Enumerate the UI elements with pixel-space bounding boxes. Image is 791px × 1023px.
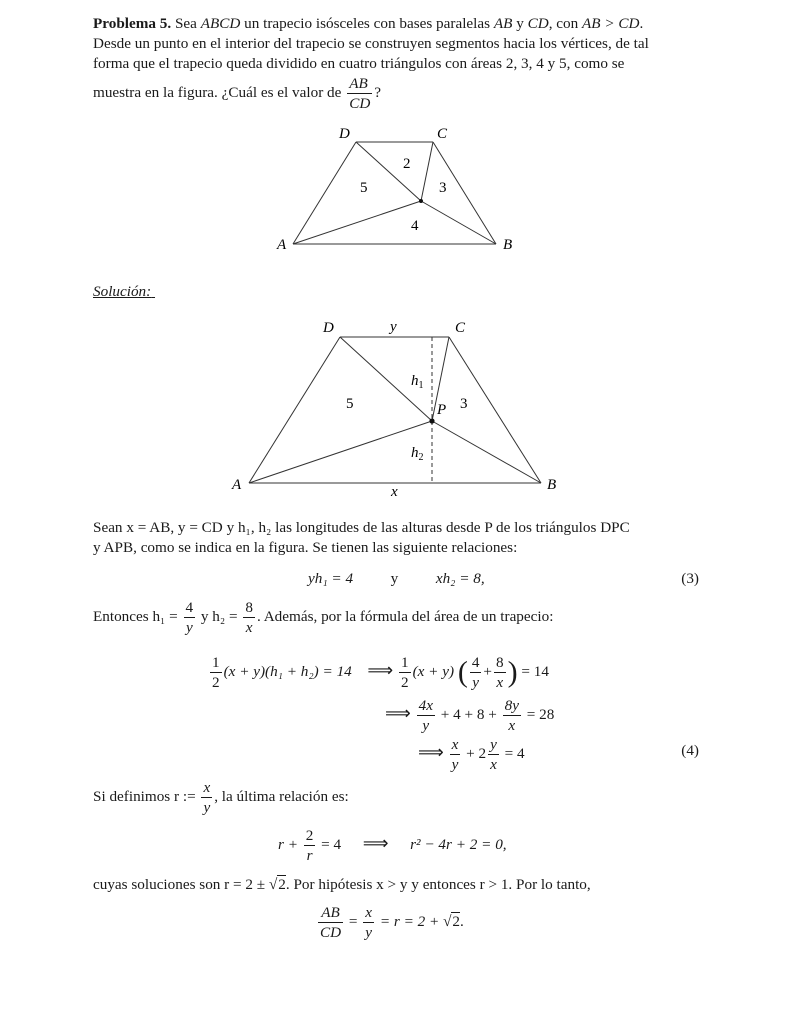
problem-line-3: forma que el trapecio queda dividido en cuatro triángulos con áreas 2, 3, 4 y 5, como se [93,55,625,72]
frac-num: 8 [494,655,506,673]
period: . [460,913,464,931]
right-paren: ) [507,655,518,689]
paragraph-heights [93,600,553,635]
equation-number-3: (3) [681,570,699,587]
math-cd: CD [527,15,549,32]
edge-ad [249,337,340,483]
h2-subscript: 2 [418,452,424,463]
paragraph-define-r [93,780,349,815]
equation-5 [278,828,507,863]
text: , la última relación es: [214,788,349,806]
frac-den: y [422,717,430,735]
text: muestra en la figura. ¿Cuál es el valor de [93,84,346,102]
label-b: B [503,237,513,253]
point-p [429,418,434,423]
sqrt-radicand: 2 [452,913,460,931]
frac-den: y [472,674,479,692]
eq4-row1-left: (x + y)(h₁ + h₂) = 14 [223,663,352,681]
h1-subscript: 1 [418,380,424,391]
frac-num: 4 [470,655,482,673]
fraction-8-over-x [494,655,506,690]
text: Sea [174,15,201,32]
area-label-top: 2 [403,156,411,172]
eq4-row1-factor: (x + y) [412,663,455,681]
problem-statement [93,14,699,111]
fraction-x-over-y [201,780,212,815]
fraction-y-over-x [488,737,499,772]
para1-line-1: Sean x = AB, y = CD y h₁, h₂ las longitudes de las alturas desde P de los triángulos DPC [93,519,630,536]
eq4-row2-mid: + 4 + 8 + [440,706,497,724]
text: Entonces h₁ = [93,608,182,626]
label-d: D [323,320,334,336]
math-inequality: AB > CD [582,15,640,32]
eq3-connector: y [390,570,399,587]
h1-letter: h [411,373,419,389]
problem-title: Problema 5. [93,15,172,32]
fraction-2-over-r [304,828,316,863]
segment-pb [432,421,541,483]
eq4-row3-mid: + 2 [466,745,487,763]
label-y: y [390,319,397,335]
fraction-4-over-y [184,600,196,635]
implies-arrow: ⟹ [385,703,411,724]
frac-den: x [508,717,516,735]
eq3-right: xh₂ = 8, [435,570,485,587]
implies-arrow: ⟹ [367,660,394,681]
solution-heading-text: Solución: [93,283,152,300]
text: . Además, por la fórmula del área de un trapecio: [256,608,554,626]
label-h1 [411,373,424,391]
frac-num: 4 [184,600,196,618]
fraction-ab-cd [347,76,372,111]
left-paren: ( [457,655,468,689]
frac-den: CD [349,95,371,113]
label-p: P [437,402,447,418]
plus: + [483,663,492,681]
eq5-left: r + [278,836,302,854]
label-x: x [391,484,398,500]
h2-letter: h [411,445,419,461]
segment-pa [249,421,432,483]
para1-line-2: y APB, como se indica en la figura. Se tienen las siguiente relaciones: [93,539,518,556]
fraction-ab-cd [318,905,343,940]
text: , con [548,15,583,32]
frac-num: x [365,904,373,921]
frac-den: x [496,674,504,692]
frac-num: AB [349,75,368,92]
label-b: B [547,477,557,493]
math-ab: AB [493,15,513,32]
segment-pb [421,201,496,244]
equation-4-row-1 [208,655,549,690]
frac-den: CD [320,924,342,942]
label-h2 [411,445,424,463]
label-c: C [455,320,466,336]
fraction-x-over-y [450,737,461,772]
segment-pc [421,142,433,201]
text: cuyas soluciones son r = 2 ± [93,876,269,893]
paragraph-definitions [93,518,699,558]
eq6-rhs: = r = 2 + [379,913,444,931]
label-a: A [232,477,242,493]
problem-line-1 [93,14,699,34]
label-d: D [339,126,350,142]
eq3-left: yh₁ = 4 [308,570,354,587]
frac-num: 1 [210,655,222,673]
equation-3 [308,570,485,588]
text: . Por hipótesis x > y y entonces r > 1. Por lo tanto, [285,876,591,893]
frac-den: y [185,619,193,637]
solution-heading [93,283,155,301]
frac-den: 2 [400,674,409,692]
figure-trapezoid-1 [270,120,520,260]
eq4-row2-result: = 28 [526,706,555,724]
frac-num: 1 [399,655,411,673]
frac-num: AB [321,904,340,921]
frac-den: 2 [212,674,220,692]
area-label-bottom: 4 [411,218,419,234]
text: y h₂ = [197,608,242,626]
fraction-4x-over-y [417,698,435,733]
fraction-half [399,655,411,690]
eq4-row1-result: = 14 [521,663,549,681]
area-label-right: 3 [460,396,468,412]
frac-num: 8 [243,600,255,618]
sqrt-radicand: 2 [278,876,286,893]
frac-num: 4x [418,697,433,714]
fraction-x-over-y [363,905,374,940]
sqrt-symbol: √ [443,913,452,931]
implies-arrow: ⟹ [362,833,389,854]
problem-line-4 [93,76,699,111]
equation-number-4: (4) [681,742,699,759]
text: y [512,15,528,32]
implies-arrow: ⟹ [418,742,444,763]
frac-num: y [490,736,497,753]
point-p [419,199,423,203]
problem-line-2: Desde un punto en el interior del trapecio se construyen segmentos hacia los vértices, de tal [93,35,649,52]
math-abcd: ABCD [200,15,241,32]
fraction-8y-over-x [503,698,521,733]
frac-den: x [245,619,253,637]
sqrt-symbol: √ [268,876,278,893]
segment-pa [293,201,421,244]
eq5-quadratic: r² − 4r + 2 = 0, [410,836,507,854]
fraction-8-over-x [243,600,255,635]
frac-num: x [451,736,459,753]
equals: = [348,913,358,931]
fraction-half [210,655,222,690]
edge-ad [293,142,356,244]
eq4-row3-result: = 4 [504,745,525,763]
paragraph-solutions [93,876,591,894]
area-label-left: 5 [360,180,368,196]
figure-trapezoid-2 [225,310,575,500]
equation-4-row-2 [385,698,554,733]
eq5-equals: = 4 [317,836,342,854]
label-a: A [277,237,287,253]
text: ? [374,84,382,102]
text: . [639,15,644,32]
frac-num: 8y [504,697,519,714]
text: Si definimos r := [93,788,200,806]
frac-den: x [490,756,497,774]
fraction-4-over-y [470,655,482,690]
equation-final [316,905,464,940]
area-label-right: 3 [439,180,447,196]
label-c: C [437,126,448,142]
frac-den: y [365,924,373,942]
frac-den: r [306,847,313,865]
frac-den: y [451,756,459,774]
area-label-left: 5 [346,396,354,412]
equation-4-row-3 [418,737,525,772]
text: un trapecio isósceles con bases paralelas [240,15,494,32]
frac-num: x [203,779,211,796]
frac-num: 2 [304,828,316,846]
frac-den: y [203,799,211,817]
